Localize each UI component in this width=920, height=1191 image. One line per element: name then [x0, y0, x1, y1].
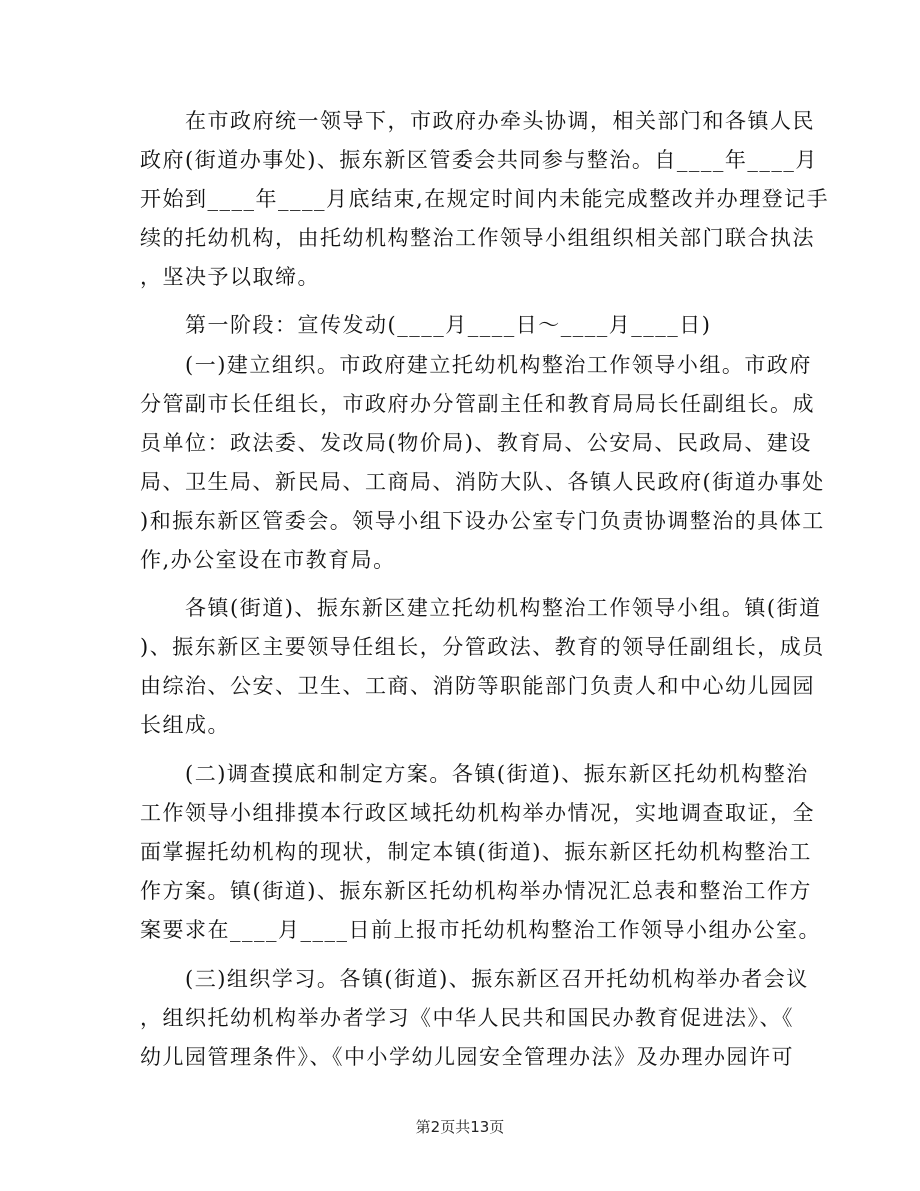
text-line: 局、卫生局、新民局、工商局、消防大队、各镇人民政府(街道办事处: [140, 470, 825, 494]
text-line: 开始到____年____月底结束,在规定时间内未能完成整改并办理登记手: [140, 187, 830, 211]
text-line: 工作领导小组排摸本行政区域托幼机构举办情况，实地调查取证，全: [140, 801, 815, 825]
text-line: 作,办公室设在市教育局。: [140, 548, 396, 572]
text-line: 案要求在____月____日前上报市托幼机构整治工作领导小组办公室。: [140, 918, 821, 942]
text-line: (一)建立组织。市政府建立托幼机构整治工作领导小组。市政府: [140, 353, 812, 377]
text-line: 政府(街道办事处)、振东新区管委会共同参与整治。自____年____月: [140, 148, 818, 172]
text-line: 续的托幼机构，由托幼机构整治工作领导小组组织相关部门联合执法: [140, 226, 815, 250]
text-line: 员单位：政法委、发改局(物价局)、教育局、公安局、民政局、建设: [140, 431, 812, 455]
text-line: 各镇(街道)、振东新区建立托幼机构整治工作领导小组。镇(街道: [140, 596, 822, 620]
text-line: 幼儿园管理条件》、《中小学幼儿园安全管理办法》及办理办园许可: [140, 1045, 794, 1069]
text-line: 面掌握托幼机构的现状，制定本镇(街道)、振东新区托幼机构整治工: [140, 840, 812, 864]
text-line: (三)组织学习。各镇(街道)、振东新区召开托幼机构举办者会议: [140, 967, 809, 991]
text-line: )、振东新区主要领导任组长，分管政法、教育的领导任副组长，成员: [140, 635, 825, 659]
text-line: 分管副市长任组长，市政府办分管副主任和教育局局长任副组长。成: [140, 392, 815, 416]
text-line: 由综治、公安、卫生、工商、消防等职能部门负责人和中心幼儿园园: [140, 674, 815, 698]
text-line: 长组成。: [140, 713, 230, 737]
text-line: 在市政府统一领导下，市政府办牵头协调，相关部门和各镇人民: [140, 109, 815, 133]
text-line: 作方案。镇(街道)、振东新区托幼机构举办情况汇总表和整治工作方: [140, 879, 812, 903]
text-line: ，组织托幼机构举办者学习《中华人民共和国民办教育促进法》、《: [140, 1006, 794, 1030]
section-heading: 第一阶段：宣传发动(____月____日～____月____日): [140, 313, 712, 337]
page-number: 第2页共13页: [415, 1118, 505, 1136]
text-line: )和振东新区管委会。领导小组下设办公室专门负责协调整治的具体工: [140, 509, 825, 533]
text-line: ，坚决予以取缔。: [140, 265, 320, 289]
text-line: (二)调查摸底和制定方案。各镇(街道)、振东新区托幼机构整治: [140, 762, 809, 786]
